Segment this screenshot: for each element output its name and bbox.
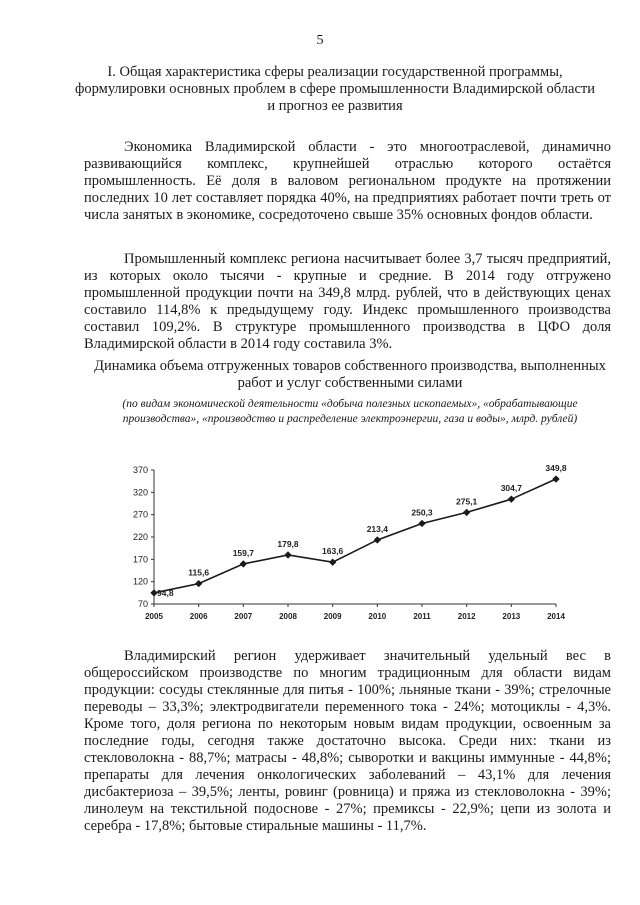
data-label: 179,8 (277, 538, 299, 549)
chart-subtitle: (по видам экономической деятельности «добыча полезных ископаемых», «обрабатывающие производства», «производство и распределение электроэнергии, газа и воды», млрд. рублей) (122, 398, 578, 425)
data-point (552, 475, 559, 482)
data-point (418, 520, 425, 527)
x-tick-label: 2011 (413, 612, 431, 621)
paragraph-economy: Экономика Владимирской области - это многоотраслевой, динамично развивающийся комплекс, крупнейшей отраслью которого остаётся промышленность. Её доля в валовом региональном продукте на протяжении последних 10 лет составляет порядка 40%, на предприятиях работает почти треть от числа занятых в экономике, сосредоточено свыше 35% основных фондов области. (84, 139, 611, 223)
data-label: 163,6 (322, 546, 344, 557)
x-tick-label: 2012 (457, 612, 476, 621)
data-label: 159,7 (232, 547, 254, 558)
x-tick-label: 2008 (279, 612, 297, 621)
x-tick-label: 2005 (145, 612, 163, 621)
y-tick-label: 70 (137, 599, 148, 609)
paragraph-industry: Промышленный комплекс региона насчитывает более 3,7 тысяч предприятий, из которых около тысячи - крупные и средние. В 2014 году отгружено промышленной продукции почти на 349,8 млрд. рублей, что в действующих ценах составило 114,8% к предыдущему году. Индекс промышленного производства составил 109,2%. В структуре промышленного производства в ЦФО доля Владимирской области в 2014 году составила 3%. (84, 251, 611, 352)
x-tick-label: 2010 (368, 612, 387, 621)
data-point (284, 551, 291, 558)
data-point (463, 509, 470, 516)
data-point (240, 560, 247, 567)
data-point (329, 559, 336, 566)
x-tick-label: 2007 (234, 612, 253, 621)
data-label: 275,1 (456, 496, 478, 507)
section-title: I. Общая характеристика сферы реализации государственной программы, формулировки основных проблем в сфере промышленности Владимирской области и прогноз ее развития (74, 64, 596, 114)
y-tick-label: 120 (132, 576, 148, 587)
x-tick-label: 2014 (547, 612, 565, 621)
data-label: 94,8 (157, 587, 174, 598)
x-tick-label: 2009 (323, 612, 342, 621)
page-number: 5 (316, 33, 324, 48)
line-chart (100, 458, 580, 628)
series-line (154, 479, 556, 593)
data-label: 304,7 (500, 483, 522, 494)
chart-title: Динамика объема отгруженных товаров собственного производства, выполненных работ и услуг собственными силами (94, 358, 606, 391)
y-tick-label: 220 (132, 532, 148, 542)
data-point (508, 495, 515, 502)
data-point (374, 536, 381, 543)
paragraph-region-share: Владимирский регион удерживает значительный удельный вес в общероссийском производстве по многим традиционным для области видам продукции: сосуды стеклянные для питья - 100%; льняные ткани - 39%; стрелочные переводы – 33,3%; электродвигатели переменного тока - 24%; мотоциклы - 4,3%. Кроме того, доля региона по некоторым новым видам продукции, освоенным за последние годы, сегодня также достаточно высока. Среди них: ткани из стекловолокна - 88,7%; матрасы - 48,8%; сыворотки и вакцины иммунные - 44,8%; препараты для лечения онкологических заболеваний – 43,1% для лечения дисбактериоза – 39,5%; ленты, ровинг (ровница) и пряжа из стекловолокна - 39%; линолеум на текстильной подоснове - 27%; премиксы - 22,9%; цепи из золота и серебра - 17,8%; бытовые стиральные машины - 11,7%. (84, 648, 611, 834)
data-label: 349,8 (545, 463, 567, 474)
data-label: 213,4 (366, 523, 388, 534)
data-point (195, 580, 202, 587)
y-tick-label: 170 (132, 554, 148, 565)
x-tick-label: 2006 (189, 612, 208, 621)
data-label: 115,6 (188, 567, 210, 578)
y-tick-label: 270 (132, 509, 148, 520)
y-tick-label: 370 (132, 465, 148, 475)
y-tick-label: 320 (132, 487, 148, 498)
data-label: 250,3 (411, 507, 433, 518)
x-tick-label: 2013 (502, 612, 521, 621)
